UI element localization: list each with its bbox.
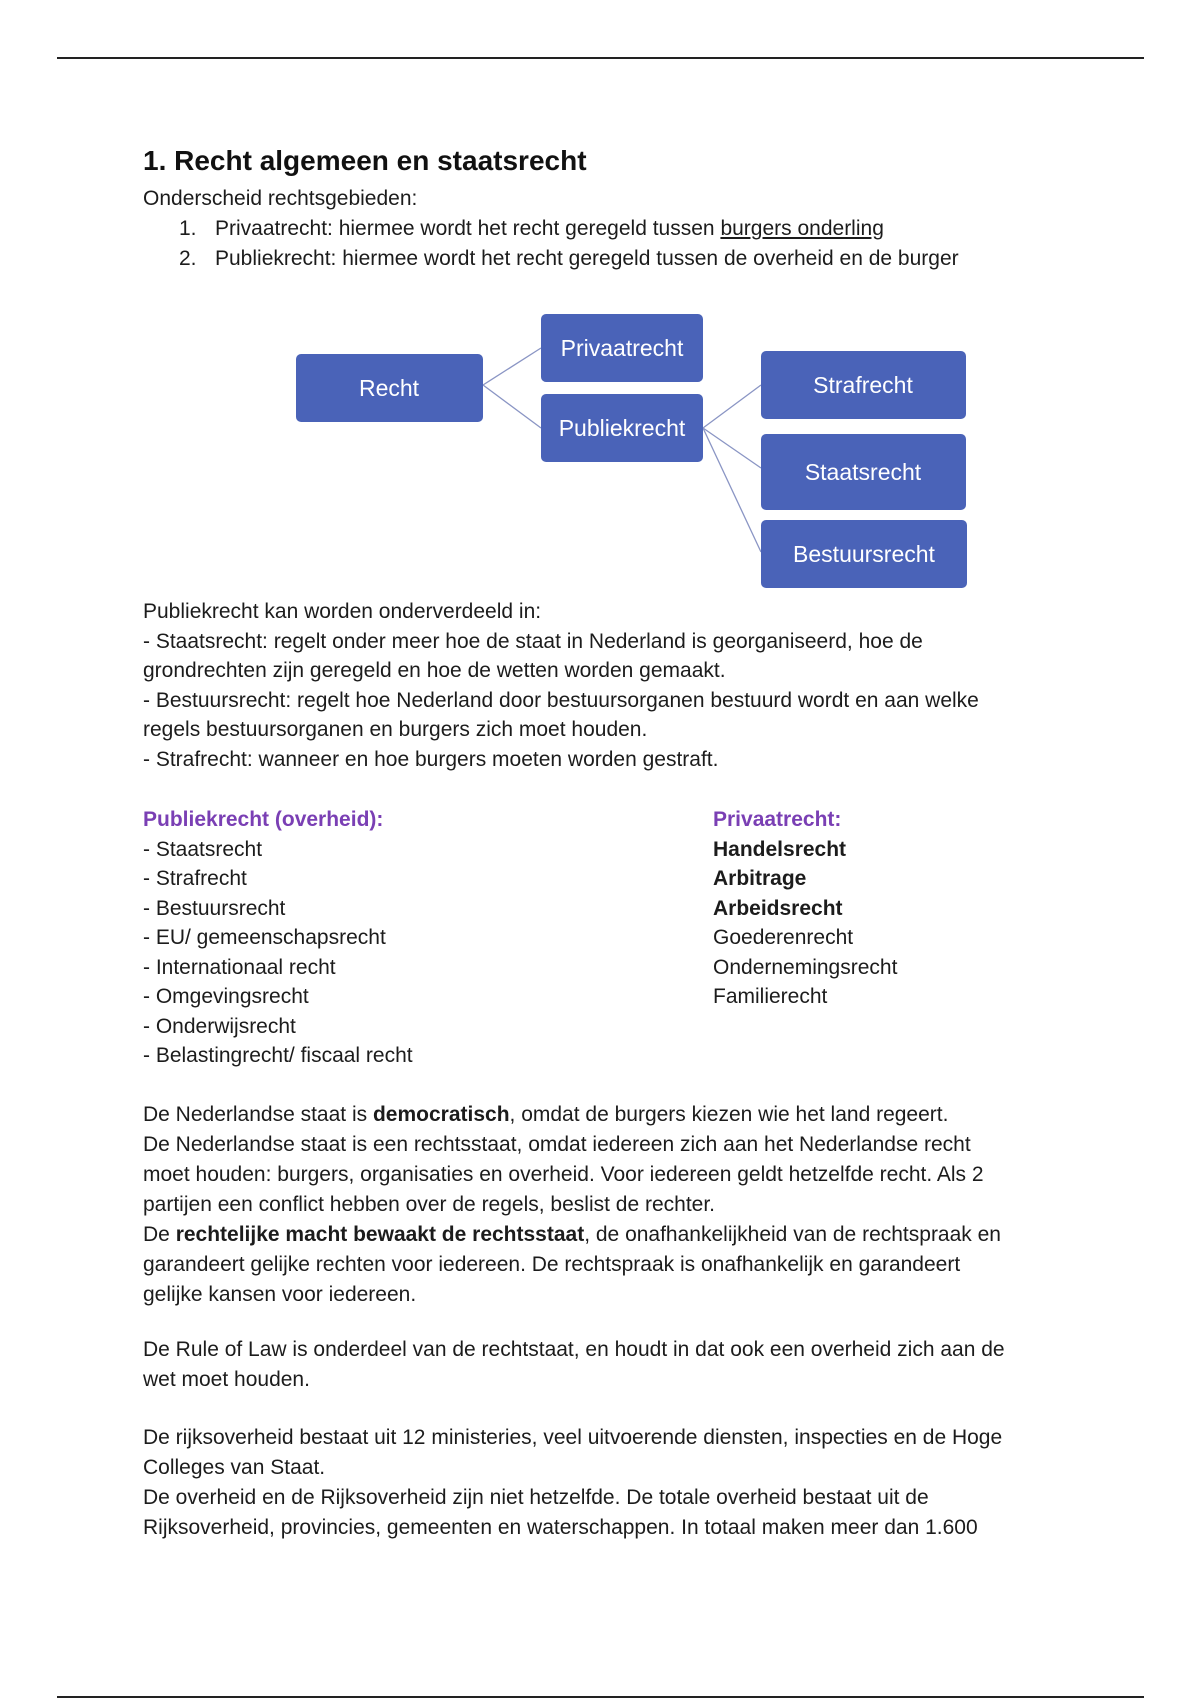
diagram-node-staatsrecht bbox=[761, 434, 966, 510]
paragraph-rechtsstaat bbox=[143, 1100, 1073, 1310]
bottom-rule bbox=[57, 1696, 1144, 1698]
paragraph-line: Colleges van Staat. bbox=[143, 1456, 326, 1479]
svg-text:Staatsrecht: Staatsrecht bbox=[804, 459, 922, 485]
svg-text:Privaatrecht: Privaatrecht bbox=[560, 335, 684, 361]
privaatrecht-column bbox=[713, 805, 897, 1012]
paragraph-line: partijen een conflict hebben over de regels, beslist de rechter. bbox=[143, 1193, 716, 1216]
list-item bbox=[143, 244, 959, 274]
subdivision-line: - Bestuursrecht: regelt hoe Nederland door bestuursorganen bestuurd wordt en aan welke bbox=[143, 688, 979, 712]
column-item-bold: Arbeidsrecht bbox=[713, 896, 843, 920]
subdivision-line: regels bestuursorganen en burgers zich moet houden. bbox=[143, 718, 648, 741]
svg-text:Publiekrecht: Publiekrecht bbox=[558, 415, 686, 441]
paragraph-rule-of-law bbox=[143, 1335, 1073, 1395]
intro-text: Onderscheid rechtsgebieden: bbox=[143, 187, 418, 210]
svg-text:Recht: Recht bbox=[358, 375, 420, 401]
list-number: 1. bbox=[179, 217, 197, 240]
column-item-bold: Arbitrage bbox=[713, 867, 807, 890]
svg-text:Strafrecht: Strafrecht bbox=[813, 372, 913, 398]
connector-line bbox=[703, 385, 761, 428]
list-item-text: Privaatrecht: hiermee wordt het recht geregeld tussen burgers onderling bbox=[215, 217, 884, 240]
paragraph-line: De rechtelijke macht bewaakt de rechtsstaat, de onafhankelijkheid van de rechtspraak en bbox=[143, 1223, 1001, 1246]
paragraph-line: moet houden: burgers, organisaties en overheid. Voor iedereen geldt hetzelfde recht. Als 2 bbox=[143, 1163, 984, 1186]
diagram-node-publiekrecht bbox=[541, 394, 703, 462]
publiekrecht-column bbox=[143, 805, 413, 1071]
connector-line bbox=[483, 385, 541, 428]
column-item: - Strafrecht bbox=[143, 867, 247, 890]
paragraph-line: De Nederlandse staat is een rechtsstaat, omdat iedereen zich aan het Nederlandse recht bbox=[143, 1133, 971, 1156]
diagram-node-privaatrecht bbox=[541, 314, 703, 382]
intro-block bbox=[143, 184, 959, 274]
column-item: - Onderwijsrecht bbox=[143, 1014, 296, 1038]
bold-text: democratisch bbox=[372, 1103, 510, 1126]
list-item bbox=[143, 214, 959, 244]
paragraph-line: gelijke kansen voor iedereen. bbox=[143, 1283, 417, 1306]
diagram-node-bestuursrecht bbox=[761, 520, 967, 588]
section-heading: 1. Recht algemeen en staatsrecht bbox=[143, 145, 587, 176]
connector-line bbox=[703, 428, 761, 552]
column-title: Publiekrecht (overheid): bbox=[143, 808, 384, 831]
subdivision-line: grondrechten zijn geregeld en hoe de wetten worden gemaakt. bbox=[143, 659, 726, 682]
underlined-text: burgers onderling bbox=[720, 217, 884, 240]
list-item-text: Publiekrecht: hiermee wordt het recht geregeld tussen de overheid en de burger bbox=[215, 247, 959, 270]
paragraph-line: De Nederlandse staat is democratisch, omdat de burgers kiezen wie het land regeert. bbox=[143, 1103, 949, 1126]
column-item: - Internationaal recht bbox=[143, 955, 336, 979]
diagram-node-strafrecht bbox=[761, 351, 966, 419]
law-hierarchy-diagram bbox=[143, 300, 1063, 600]
column-item: - Staatsrecht bbox=[143, 837, 263, 861]
subdivision-intro: Publiekrecht kan worden onderverdeeld in: bbox=[143, 600, 542, 623]
bold-text: rechtelijke macht bewaakt de rechtsstaat bbox=[175, 1223, 585, 1246]
subdivision-block bbox=[143, 597, 1063, 774]
top-rule bbox=[57, 57, 1144, 59]
svg-text:Bestuursrecht: Bestuursrecht bbox=[793, 541, 935, 567]
column-item: Ondernemingsrecht bbox=[713, 955, 898, 979]
column-item: - EU/ gemeenschapsrecht bbox=[143, 926, 386, 949]
column-item: Familierecht bbox=[713, 985, 828, 1008]
paragraph-line: De rijksoverheid bestaat uit 12 ministeries, veel uitvoerende diensten, inspecties en de Hoge bbox=[143, 1426, 1003, 1449]
subdivision-line: - Strafrecht: wanneer en hoe burgers moeten worden gestraft. bbox=[143, 747, 719, 771]
column-item: - Bestuursrecht bbox=[143, 896, 286, 920]
paragraph-line: De overheid en de Rijksoverheid zijn niet hetzelfde. De totale overheid bestaat uit de bbox=[143, 1486, 929, 1509]
column-item: - Belastingrecht/ fiscaal recht bbox=[143, 1044, 413, 1067]
paragraph-line: wet moet houden. bbox=[143, 1368, 310, 1391]
column-item: Goederenrecht bbox=[713, 926, 854, 949]
column-title: Privaatrecht: bbox=[713, 808, 842, 831]
column-item-bold: Handelsrecht bbox=[713, 837, 847, 861]
column-item: - Omgevingsrecht bbox=[143, 985, 309, 1008]
paragraph-rijksoverheid bbox=[143, 1423, 1073, 1543]
diagram-node-recht bbox=[296, 354, 483, 422]
paragraph-line: garandeert gelijke rechten voor iedereen. De rechtspraak is onafhankelijk en garandeert bbox=[143, 1253, 961, 1276]
subdivision-line: - Staatsrecht: regelt onder meer hoe de staat in Nederland is georganiseerd, hoe de bbox=[143, 629, 923, 653]
numbered-list bbox=[143, 214, 959, 274]
list-number: 2. bbox=[179, 247, 197, 270]
connector-line bbox=[483, 348, 541, 385]
paragraph-line: De Rule of Law is onderdeel van de rechtstaat, en houdt in dat ook een overheid zich aan de bbox=[143, 1338, 1005, 1361]
paragraph-line: Rijksoverheid, provincies, gemeenten en waterschappen. In totaal maken meer dan 1.600 bbox=[143, 1516, 978, 1539]
